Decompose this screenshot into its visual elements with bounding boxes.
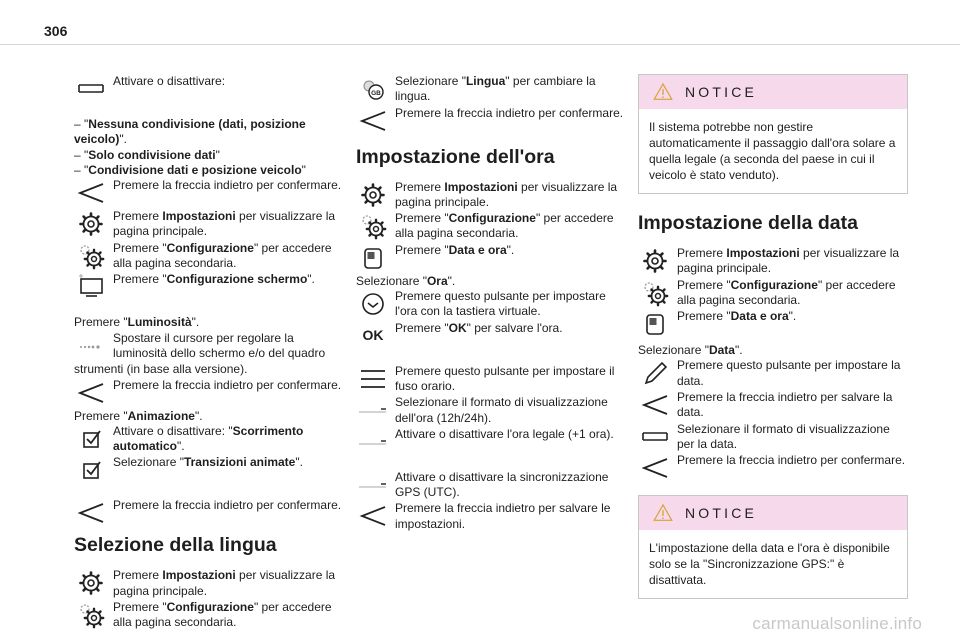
column-3 (638, 74, 908, 599)
step-text: Premere la freccia indietro per confermare. (113, 178, 342, 193)
text-bold: Configurazione (448, 211, 536, 226)
settings-config-icon (74, 600, 108, 630)
step-text (390, 74, 626, 105)
step-row (74, 272, 344, 302)
back-arrow-icon (638, 453, 672, 483)
step-text: Attivare o disattivare l'ora legale (+1 ora). (395, 426, 614, 441)
option-end: " (215, 147, 220, 162)
text-bold: Scorrimento automatico (113, 423, 304, 454)
text-bold: Configurazione schermo (166, 272, 308, 287)
step-row (638, 309, 908, 339)
text-post: ". (734, 343, 743, 358)
step-row (638, 358, 908, 389)
text-pre: Premere (113, 209, 163, 224)
text-bold: Ora (426, 273, 448, 288)
notice-box (638, 495, 908, 599)
step-text: Premere la freccia indietro per salvare la data. (677, 390, 893, 420)
step-row (356, 289, 626, 320)
step-text (108, 241, 344, 272)
text-pre: Premere " (113, 272, 167, 287)
text-bold: Configurazione (730, 277, 818, 292)
text-post: ". (307, 272, 315, 287)
header-divider (0, 44, 960, 45)
text-post: per visualizzare la pagina principale. (113, 568, 336, 598)
step-text (672, 246, 908, 277)
step-row (74, 600, 344, 631)
text-bold: Data e ora (730, 309, 789, 324)
spacer (74, 486, 344, 498)
step-text (390, 211, 626, 242)
notice-text: L'impostazione della data e l'ora è disponibile solo se la "Sincronizzazione GPS:" è disattivata. (649, 541, 890, 588)
step-row (356, 211, 626, 242)
step-text: Premere questo pulsante per impostare la data. (677, 358, 901, 388)
warning-icon (651, 80, 675, 104)
step-text: Premere la freccia indietro per confermare. (113, 377, 342, 392)
step-text (390, 243, 626, 258)
step-text (108, 600, 344, 631)
text-pre: Premere " (113, 600, 167, 615)
text-pre: Premere " (677, 309, 731, 324)
option-line (74, 117, 344, 148)
language-icon (356, 74, 390, 104)
spacer (74, 105, 344, 117)
field-icon (638, 422, 672, 452)
text-bold: Impostazioni (162, 568, 236, 583)
step-text: Premere la freccia indietro per confermare. (113, 498, 342, 513)
back-arrow-icon (74, 378, 108, 408)
toggle-icon (356, 470, 390, 500)
text-post: ". (177, 439, 185, 454)
notice-title: NOTICE (685, 505, 758, 522)
text-post: " per salvare l'ora. (466, 320, 563, 335)
notice-box (638, 74, 908, 194)
back-arrow-icon (356, 106, 390, 136)
text-pre: Premere (113, 568, 163, 583)
step-row (74, 498, 344, 528)
back-arrow-icon (74, 498, 108, 528)
text-pre: Premere (395, 179, 445, 194)
step-text: Selezionare il formato di visualizzazione per la data. (677, 421, 890, 451)
step-row (356, 74, 626, 105)
text-bold: Lingua (465, 74, 506, 88)
step-text (108, 272, 344, 287)
step-line: strumenti (in base alla versione). (74, 362, 248, 377)
step-text: Premere la freccia indietro per salvare le impostazioni. (395, 501, 611, 531)
warning-icon (651, 501, 675, 525)
step-row (356, 180, 626, 211)
step-text (390, 180, 626, 211)
text-bold: Luminosità (127, 315, 192, 330)
mode-icon (356, 243, 390, 273)
step-text: Premere la freccia indietro per confermare. (677, 453, 906, 468)
text-post: " per accedere alla pagina secondaria. (113, 240, 332, 271)
text-bold: OK (448, 320, 467, 335)
watermark: carmanualsonline.info (752, 614, 922, 633)
text-pre: Premere " (395, 211, 449, 226)
step-line (74, 315, 344, 330)
step-row (74, 241, 344, 272)
option-bold: Condivisione dati e posizione veicolo (88, 162, 302, 177)
text-post: " per cambiare la lingua. (395, 74, 596, 104)
text-post: " per accedere alla pagina secondaria. (677, 277, 896, 307)
step-row (356, 501, 626, 532)
text-bold: Animazione (127, 408, 195, 423)
text-post: " per accedere alla pagina secondaria. (113, 600, 332, 630)
text-bold: Data (708, 343, 735, 358)
text-pre: Premere " (395, 242, 449, 257)
column-1 (74, 74, 344, 632)
back-arrow-icon (638, 390, 672, 420)
mode-icon (638, 309, 672, 339)
checkbox-icon (74, 455, 108, 485)
settings-config-icon (638, 278, 672, 308)
notice-header (639, 75, 907, 109)
step-row (74, 568, 344, 599)
text-bold: Configurazione (166, 600, 254, 615)
step-row (638, 390, 908, 421)
spacer (356, 458, 626, 470)
text-post: ". (194, 408, 203, 423)
text-pre: Premere " (395, 320, 449, 335)
text-bold: Data e ora (448, 242, 507, 257)
step-row (356, 427, 626, 457)
text-post: per visualizzare la pagina principale. (395, 179, 618, 209)
gear-icon (74, 209, 108, 239)
ok-icon: OK (362, 327, 384, 344)
spacer (74, 303, 344, 315)
step-row (356, 470, 626, 501)
notice-title: NOTICE (685, 84, 758, 100)
option-bold: Solo condivisione dati (88, 147, 216, 162)
text-post: ". (506, 242, 515, 257)
column-2 (356, 74, 626, 533)
step-text: Premere questo pulsante per impostare il fuso orario. (395, 363, 615, 393)
text-post: ". (788, 309, 797, 324)
step-row (74, 74, 344, 104)
text-post: ". (191, 315, 200, 330)
text-bold: Impostazioni (726, 246, 800, 260)
text-bold: Impostazioni (444, 179, 518, 194)
gear-icon (74, 568, 108, 598)
option-line (74, 163, 344, 178)
option-line (74, 148, 344, 163)
step-row (74, 455, 344, 485)
text-pre: Premere " (113, 240, 167, 255)
step-row (356, 243, 626, 273)
text-pre: Selezionare " (356, 273, 427, 288)
dash: – " (74, 162, 89, 177)
step-row (74, 331, 344, 362)
text-bold: Transizioni animate (183, 455, 296, 470)
settings-config-icon (74, 241, 108, 271)
text-post: " per accedere alla pagina secondaria. (395, 211, 614, 241)
text-pre: Premere " (74, 408, 128, 423)
section-heading-time: Impostazione dell'ora (356, 145, 555, 168)
step-text (108, 455, 344, 470)
text-post: ". (295, 455, 303, 470)
step-text (108, 568, 344, 599)
option-end: ". (119, 132, 127, 147)
step-text (672, 309, 908, 324)
screen-icon (74, 272, 108, 302)
step-row (356, 106, 626, 136)
notice-text: Il sistema potrebbe non gestire automaticamente il passaggio dall'ora solare a quella legale (a seconda del paese in cui il veicolo è stato venduto). (649, 120, 896, 182)
text-pre: Selezionare " (113, 455, 184, 470)
gear-icon (356, 180, 390, 210)
text-bold: Configurazione (166, 240, 254, 255)
step-text: Spostare il cursore per regolare la luminosità dello schermo e/o del quadro (113, 330, 326, 360)
option-bold: Nessuna condivisione (dati, posizione veicolo) (74, 117, 306, 147)
option-end: " (301, 162, 306, 177)
step-row (74, 178, 344, 208)
step-row (356, 321, 626, 351)
step-line (74, 409, 344, 424)
text-post: per visualizzare la pagina principale. (677, 246, 900, 276)
step-row (638, 246, 908, 277)
step-text (108, 209, 344, 240)
dash: – " (74, 147, 89, 162)
settings-config-icon (356, 211, 390, 241)
step-text: Attivare o disattivare la sincronizzazione GPS (UTC). (395, 469, 609, 500)
back-arrow-icon (356, 501, 390, 531)
notice-header (639, 496, 907, 530)
step-row (638, 453, 908, 483)
text-pre: Selezionare " (395, 74, 466, 88)
step-text (672, 278, 908, 309)
step-row (356, 364, 626, 395)
step-text: Selezionare il formato di visualizzazione dell'ora (12h/24h). (395, 395, 608, 425)
section-heading-date: Impostazione della data (638, 212, 858, 234)
step-row (74, 209, 344, 240)
toggle-icon (356, 395, 390, 425)
step-line (638, 343, 908, 358)
step-row (638, 278, 908, 309)
step-line (356, 274, 626, 289)
text-pre: Selezionare " (638, 343, 709, 358)
text-pre: Premere " (677, 277, 731, 292)
dash: – " (74, 117, 89, 131)
pencil-icon (638, 358, 672, 388)
text-pre: Premere " (74, 315, 128, 330)
text-bold: Impostazioni (162, 209, 236, 224)
list-icon (356, 364, 390, 394)
step-row (74, 378, 344, 408)
spacer (356, 352, 626, 364)
text-post: per visualizzare la pagina principale. (113, 209, 336, 239)
clock-icon (356, 289, 390, 319)
step-text (390, 321, 626, 336)
step-row (356, 395, 626, 426)
text-pre: Premere (677, 246, 727, 260)
checkbox-icon (74, 424, 108, 454)
step-text: Attivare o disattivare: (113, 74, 226, 88)
section-heading-language: Selezione della lingua (74, 534, 277, 557)
step-text: Premere questo pulsante per impostare l'ora con la tastiera virtuale. (395, 289, 606, 319)
text-post: ". (447, 273, 456, 288)
toggle-icon (356, 427, 390, 457)
field-icon (74, 74, 108, 104)
step-row (74, 424, 344, 455)
step-row (638, 422, 908, 453)
brightness-slider-icon (74, 331, 108, 361)
step-text (108, 424, 344, 455)
back-arrow-icon (74, 178, 108, 208)
text-pre: Attivare o disattivare: " (113, 423, 233, 438)
step-text: Premere la freccia indietro per confermare. (395, 105, 624, 120)
page-number: 306 (44, 23, 68, 39)
gear-icon (638, 246, 672, 276)
